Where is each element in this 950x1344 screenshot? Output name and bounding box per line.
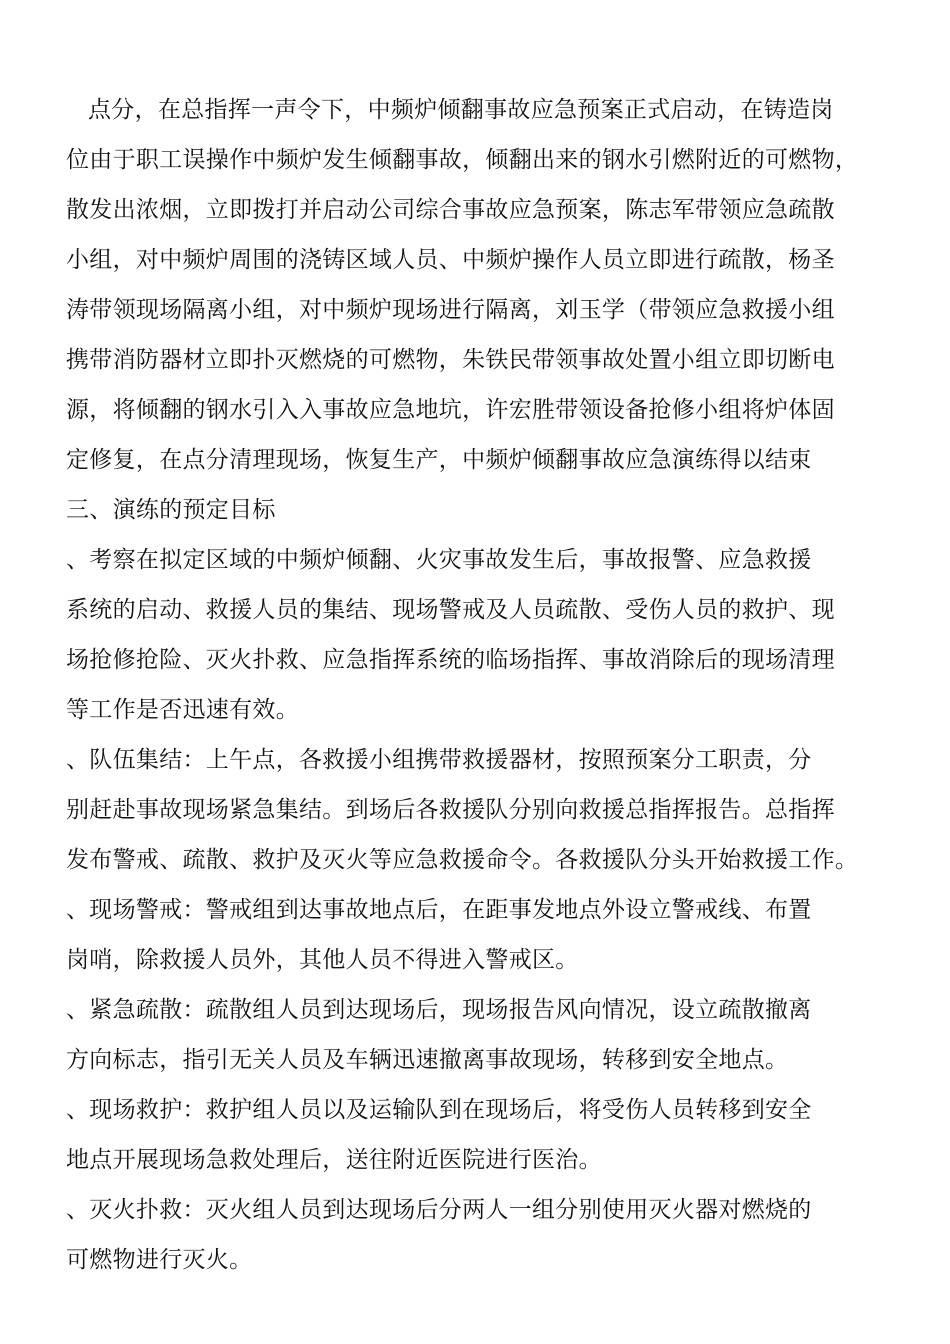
- text-line: 方向标志，指引无关人员及车辆迅速撤离事故现场，转移到安全地点。: [66, 1047, 789, 1073]
- text-line: 系统的启动、救援人员的集结、现场警戒及人员疏散、受伤人员的救护、现: [66, 597, 835, 623]
- text-line: 携带消防器材立即扑灭燃烧的可燃物，朱铁民带领事故处置小组立即切断电: [66, 347, 835, 373]
- text-line: 源，将倾翻的钢水引入入事故应急地坑，许宏胜带领设备抢修小组将炉体固: [66, 397, 835, 423]
- text-line: 、现场救护：救护组人员以及运输队到在现场后，将受伤人员转移到安全: [66, 1097, 812, 1123]
- section-heading: 三、演练的预定目标: [66, 497, 276, 523]
- text-line: 位由于职工误操作中频炉发生倾翻事故，倾翻出来的钢水引燃附近的可燃物，: [66, 147, 859, 173]
- text-line: 、队伍集结：上午点，各救援小组携带救援器材，按照预案分工职责，分: [66, 747, 812, 773]
- text-line: 岗哨，除救援人员外，其他人员不得进入警戒区。: [66, 947, 579, 973]
- text-line: 定修复，在点分清理现场，恢复生产，中频炉倾翻事故应急演练得以结束: [66, 447, 812, 473]
- text-line: 散发出浓烟，立即拨打并启动公司综合事故应急预案，陈志军带领应急疏散: [66, 197, 835, 223]
- text-line: 地点开展现场急救处理后，送往附近医院进行医治。: [66, 1147, 602, 1173]
- text-line: 别赶赴事故现场紧急集结。到场后各救援队分别向救援总指挥报告。总指挥: [66, 797, 835, 823]
- text-line: 场抢修抢险、灭火扑救、应急指挥系统的临场指挥、事故消除后的现场清理: [66, 647, 835, 673]
- text-line: 小组，对中频炉周围的浇铸区域人员、中频炉操作人员立即进行疏散，杨圣: [66, 247, 835, 273]
- text-line: 、考察在拟定区域的中频炉倾翻、火灾事故发生后，事故报警、应急救援: [66, 547, 812, 573]
- text-line: 涛带领现场隔离小组，对中频炉现场进行隔离，刘玉学（带领应急救援小组: [66, 297, 835, 323]
- text-line: 等工作是否迅速有效。: [66, 697, 299, 723]
- text-line: 、灭火扑救：灭火组人员到达现场后分两人一组分别使用灭火器对燃烧的: [66, 1197, 812, 1223]
- text-line: 、紧急疏散：疏散组人员到达现场后，现场报告风向情况，设立疏散撤离: [66, 997, 812, 1023]
- text-line: 、现场警戒：警戒组到达事故地点后，在距事发地点外设立警戒线、布置: [66, 897, 812, 923]
- text-line: 可燃物进行灭火。: [66, 1247, 253, 1273]
- text-line: 点分，在总指挥一声令下，中频炉倾翻事故应急预案正式启动，在铸造岗: [88, 97, 834, 123]
- text-line: 发布警戒、疏散、救护及灭火等应急救援命令。各救援队分头开始救援工作。: [66, 847, 859, 873]
